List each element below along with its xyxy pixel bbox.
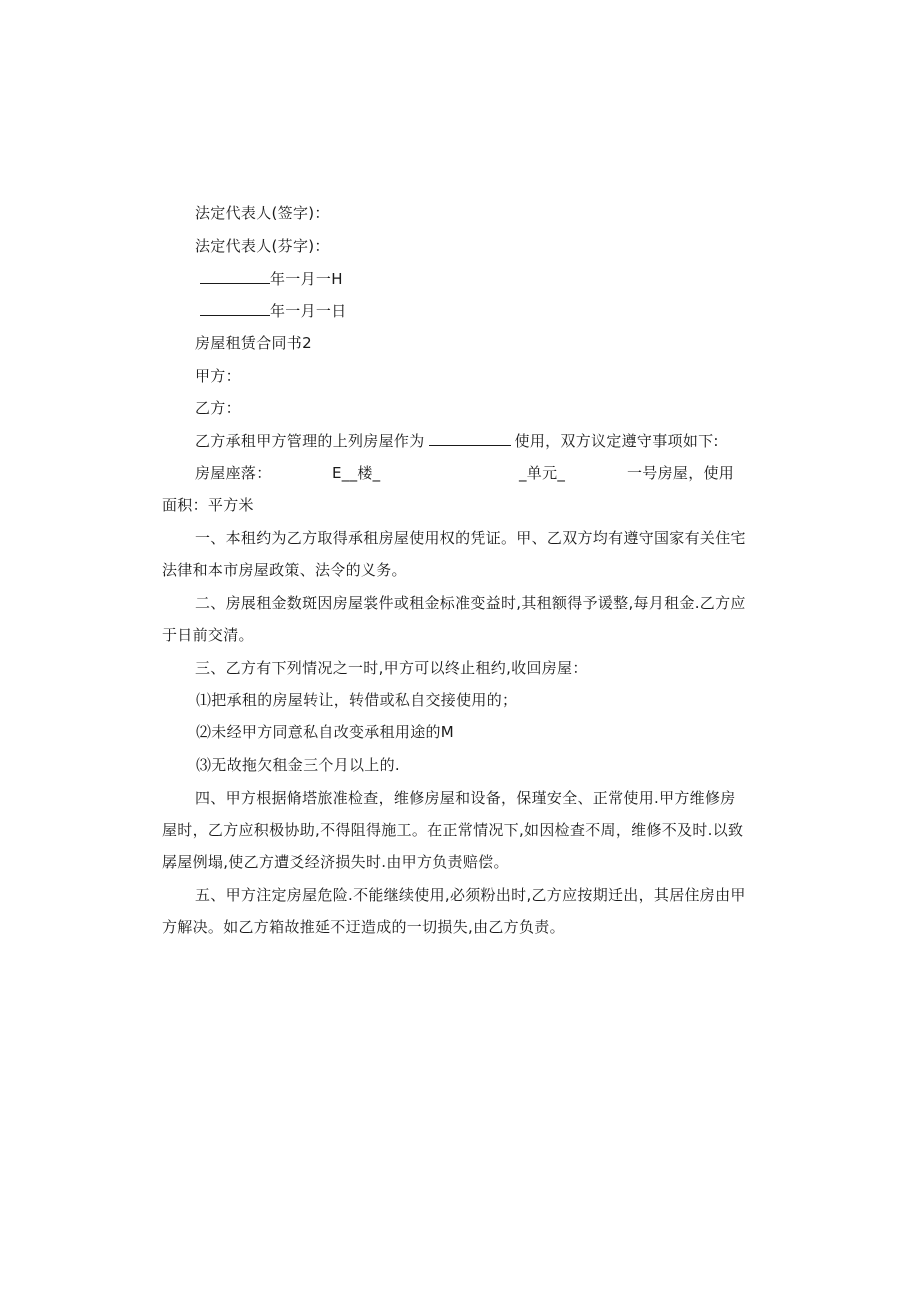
clause-2-line-2: 于日前交清。 [162,626,254,644]
clause-5-line-2: 方解决。如乙方箱故推延不迂造成的一切损失,由乙方负责。 [162,918,565,936]
intro-text-after: 使用，双方议定遵守事项如下: [514,432,719,450]
location-unit: _单元_ [519,464,566,482]
clause-3-item-1: ⑴把承租的房屋转让，转借或私自交接使用的； [196,691,518,709]
party-a-label: 甲方： [195,367,241,385]
signature-line-2: 法定代表人(芬字)： [195,237,330,255]
clause-2-line-1: 二、房展租金数斑因房屋裳件或租金标准变益时,其租额得予谖整,每月租金.乙方应 [195,594,746,612]
signature-line-1: 法定代表人(签字)： [195,204,330,222]
date-text: 年一月一日 [270,302,347,320]
clause-4-line-2: 屋时，乙方应积极协助,不得阻得施工。在正常情况下,如因检查不周，维修不及时.以致 [162,821,744,839]
location-room: 一号房屋，使用 [627,464,735,482]
date-line-1 [200,268,343,289]
intro-line [195,430,719,451]
clause-1-line-2: 法律和本市房屋政策、法令的义务。 [162,561,407,579]
date-line-2 [200,300,347,321]
location-building: E__楼_ [332,464,381,482]
date-text: 年一月一H [270,270,343,288]
intro-text-before: 乙方承租甲方管理的上列房屋作为 [195,432,425,450]
clause-5-line-1: 五、甲方注定房屋危险.不能继续使用,必须粉出时,乙方应按期迁出，其居住房由甲 [195,886,746,904]
usage-blank [429,430,511,446]
date-blank [200,268,270,284]
party-b-label: 乙方： [195,399,241,417]
location-label: 房屋座落： [195,464,272,482]
clause-3-item-2: ⑵未经甲方同意私自改变承租用途的M [196,723,455,741]
clause-4-line-3: 孱屋例塌,使乙方遭爻经济损失时.由甲方负责赔偿。 [162,853,509,871]
location-area: 面积：平方米 [162,496,254,514]
clause-4-line-1: 四、甲方根据脩塔旅准检查，维修房屋和设备，保瑾安全、正常使用.甲方维修房 [195,789,736,807]
date-blank [200,300,270,316]
clause-3-item-3: ⑶无故拖欠租金三个月以上的. [196,756,400,774]
clause-3: 三、乙方有下列情况之一时,甲方可以终止租约,收回房屋： [195,659,588,677]
clause-1-line-1: 一、本租约为乙方取得承租房屋使用权的凭证。甲、乙双方均有遵守国家有关住宅 [195,529,746,547]
contract-title: 房屋租赁合同书2 [195,334,312,352]
